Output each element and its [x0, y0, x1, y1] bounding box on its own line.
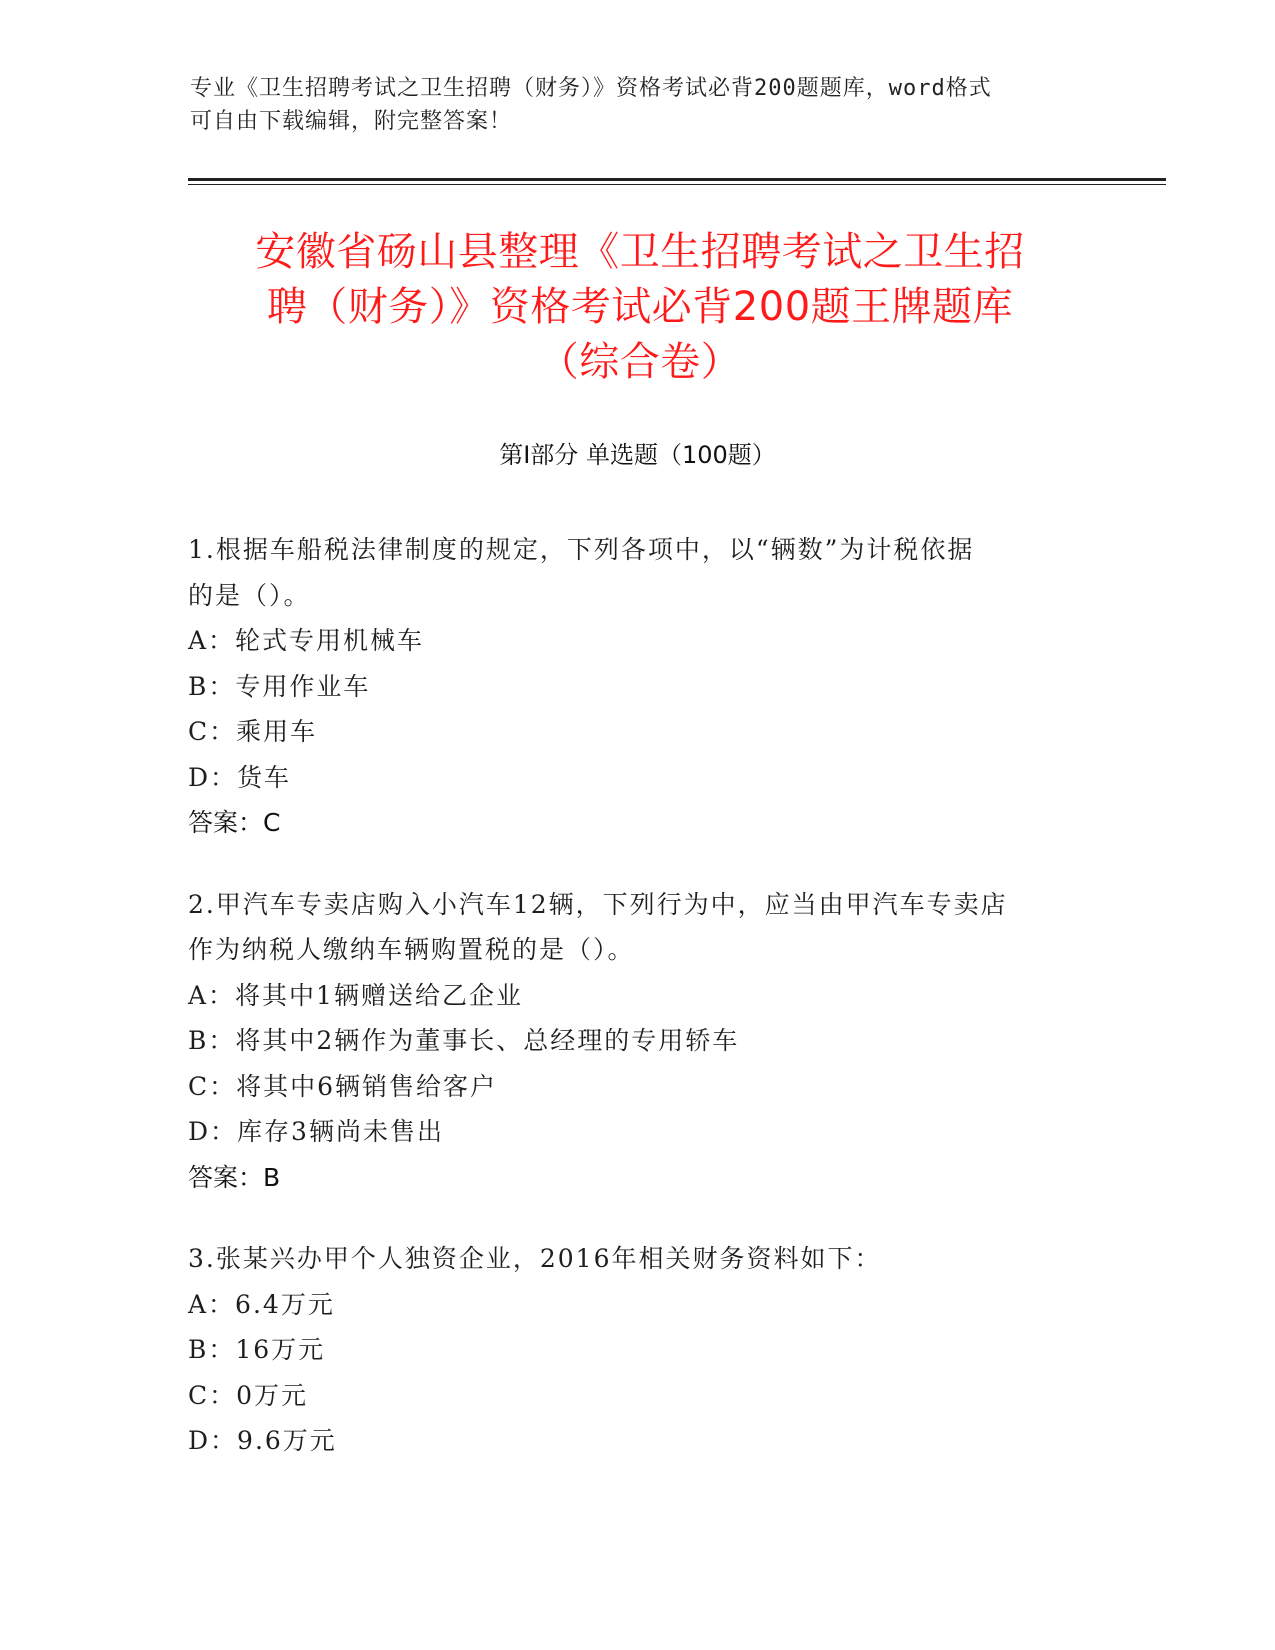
question-2-option-c: C：将其中6辆销售给客户 — [188, 1071, 498, 1101]
question-2-answer: 答案：B — [188, 1162, 281, 1192]
question-1-option-d: D：货车 — [188, 762, 292, 792]
question-1-option-c: C：乘用车 — [188, 717, 318, 746]
question-1-stem-line-2: 的是（）。 — [188, 580, 311, 610]
question-list — [188, 527, 1088, 1500]
question-2 — [188, 882, 1088, 1201]
question-1-option-a: A：轮式专用机械车 — [188, 626, 425, 655]
question-3-option-c: C：0万元 — [188, 1380, 309, 1410]
header-note-line-1: 专业《卫生招聘考试之卫生招聘（财务）》资格考试必背200题题库，word格式 — [190, 76, 992, 101]
question-1-option-b: B：专用作业车 — [188, 671, 371, 701]
question-2-stem-line-2: 作为纳税人缴纳车辆购置税的是（）。 — [188, 935, 635, 964]
document-title — [160, 225, 1120, 390]
header-divider-thin — [188, 184, 1166, 185]
question-3-option-d: D：9.6万元 — [188, 1426, 337, 1455]
header-note — [190, 72, 1080, 138]
header-note-line-2: 可自由下载编辑，附完整答案！ — [190, 109, 513, 134]
question-1-answer: 答案：C — [188, 808, 281, 837]
document-title-line-1: 安徽省砀山县整理《卫生招聘考试之卫生招 — [255, 229, 1025, 275]
section-title: 第Ⅰ部分 单选题（100题） — [499, 441, 776, 469]
question-2-option-b: B：将其中2辆作为董事长、总经理的专用轿车 — [188, 1026, 740, 1055]
document-title-line-2: 聘（财务）》资格考试必背200题王牌题库 — [266, 284, 1014, 330]
question-3 — [188, 1236, 1088, 1464]
question-3-stem-line-1: 3.张某兴办甲个人独资企业，2016年相关财务资料如下： — [188, 1244, 882, 1273]
question-2-option-d: D：库存3辆尚未售出 — [188, 1117, 444, 1146]
header-divider-thick — [188, 178, 1166, 181]
question-3-option-b: B：16万元 — [188, 1335, 326, 1364]
question-1-stem-line-1: 1.根据车船税法律制度的规定，下列各项中，以“辆数”为计税依据 — [188, 535, 975, 564]
document-title-line-3: （综合卷） — [538, 339, 742, 385]
question-3-option-a: A：6.4万元 — [188, 1289, 335, 1319]
question-2-stem-line-1: 2.甲汽车专卖店购入小汽车12辆，下列行为中，应当由甲汽车专卖店 — [188, 889, 1008, 919]
question-2-option-a: A：将其中1辆赠送给乙企业 — [188, 980, 523, 1010]
question-1 — [188, 527, 1088, 846]
